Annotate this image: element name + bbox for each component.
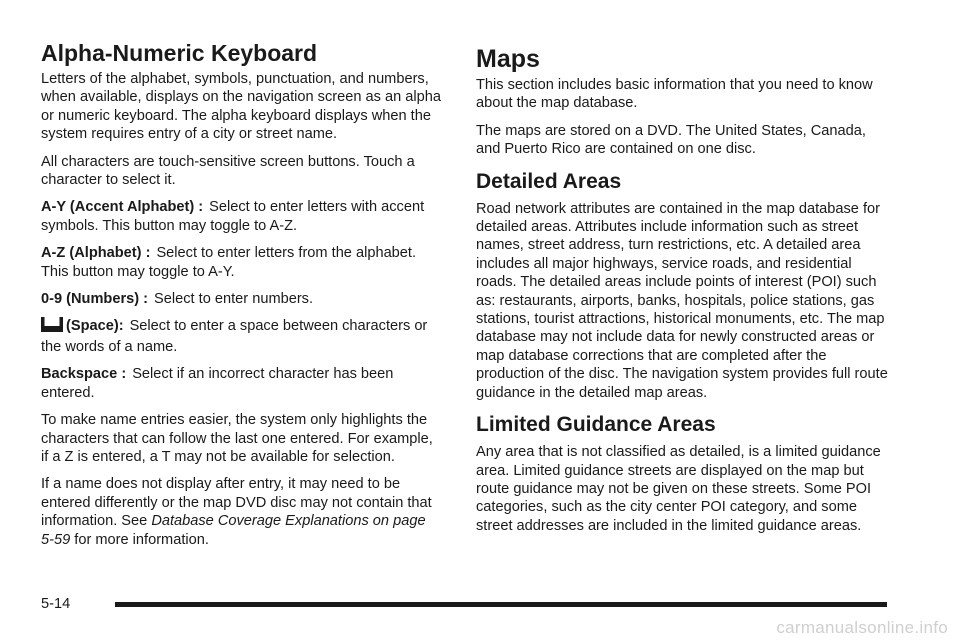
maps-intro-paragraph: This section includes basic information that you need to know about the map database. <box>476 77 873 112</box>
watermark: carmanualsonline.info <box>776 618 948 637</box>
page-number: 5-14 <box>41 596 71 612</box>
page-footer <box>41 594 891 616</box>
item-text: Select if an incorrect character has been entered. <box>41 366 394 401</box>
item-text: Select to enter numbers. <box>154 291 314 308</box>
item-alphabet <box>41 244 441 281</box>
left-column <box>41 38 441 558</box>
item-numbers <box>41 290 441 308</box>
space-key-icon <box>41 317 63 337</box>
item-text: Select to enter letters from the alphabet. This button may toggle to A-Y. <box>41 245 417 280</box>
item-term: 0-9 (Numbers) : <box>41 291 149 308</box>
name-entry-paragraph <box>41 475 441 549</box>
item-text: Select to enter letters with accent symbols. This button may toggle to A-Z. <box>41 199 425 234</box>
maps-dvd-paragraph: The maps are stored on a DVD. The United States, Canada, and Puerto Rico are contained on one disc. <box>476 122 866 158</box>
item-backspace <box>41 365 441 402</box>
highlight-paragraph: To make name entries easier, the system only highlights the characters that can follow the last one entered. For example, if a Z is entered, a T may not be available for selection. <box>41 412 433 465</box>
item-term: Backspace : <box>41 366 127 383</box>
name-entry-text: If a name does not display after entry, it may need to be entered differently or the map DVD disc may not contain that information. See <box>41 476 432 530</box>
item-space <box>41 317 441 356</box>
keyboard-intro-paragraph: Letters of the alphabet, symbols, punctuation, and numbers, when available, displays on the navigation screen as an alpha or numeric keyboard. The alpha keyboard displays when the system requires entry of a city or street name. <box>41 71 441 143</box>
item-text: Select to enter a space between characters or the words of a name. <box>41 318 428 355</box>
cross-reference-link[interactable]: Database Coverage Explanations on page 5-59 <box>41 513 426 548</box>
section-heading-keyboard: Alpha-Numeric Keyboard <box>41 40 318 66</box>
detailed-areas-paragraph: Road network attributes are contained in the map database for detailed areas. Attributes include information such as street names, street address, turn restrictions, etc. A detailed area includes all major highways, service roads, and residential roads. The detailed areas include points of interest (POI) such as: restaurants, airports, banks, hospitals, police stations, gas stations, tourist attractions, historical monuments, etc. The map database may not include data for newly constructed areas or map database corrections that are completed after the production of the disc. The navigation system provides full route guidance in the detailed map areas. <box>476 200 888 401</box>
footer-rule <box>115 602 887 607</box>
section-heading-maps: Maps <box>476 45 540 73</box>
touch-sensitive-paragraph: All characters are touch-sensitive screen buttons. Touch a character to select it. <box>41 153 415 189</box>
subheading-limited-guidance: Limited Guidance Areas <box>476 413 716 437</box>
limited-guidance-paragraph: Any area that is not classified as detailed, is a limited guidance area. Limited guidance streets are displayed on the map but route guidance may not be given on these streets. Some POI categories, such as the city center POI category, and some street addresses are included in the limited guidance areas. <box>476 444 881 534</box>
subheading-detailed-areas: Detailed Areas <box>476 169 622 193</box>
item-term: A-Y (Accent Alphabet) : <box>41 199 204 216</box>
item-term: A-Z (Alphabet) : <box>41 245 151 262</box>
item-accent-alphabet <box>41 198 441 235</box>
item-term: (Space): <box>66 318 124 335</box>
name-entry-text-end: for more information. <box>70 531 209 548</box>
right-column <box>476 38 891 544</box>
